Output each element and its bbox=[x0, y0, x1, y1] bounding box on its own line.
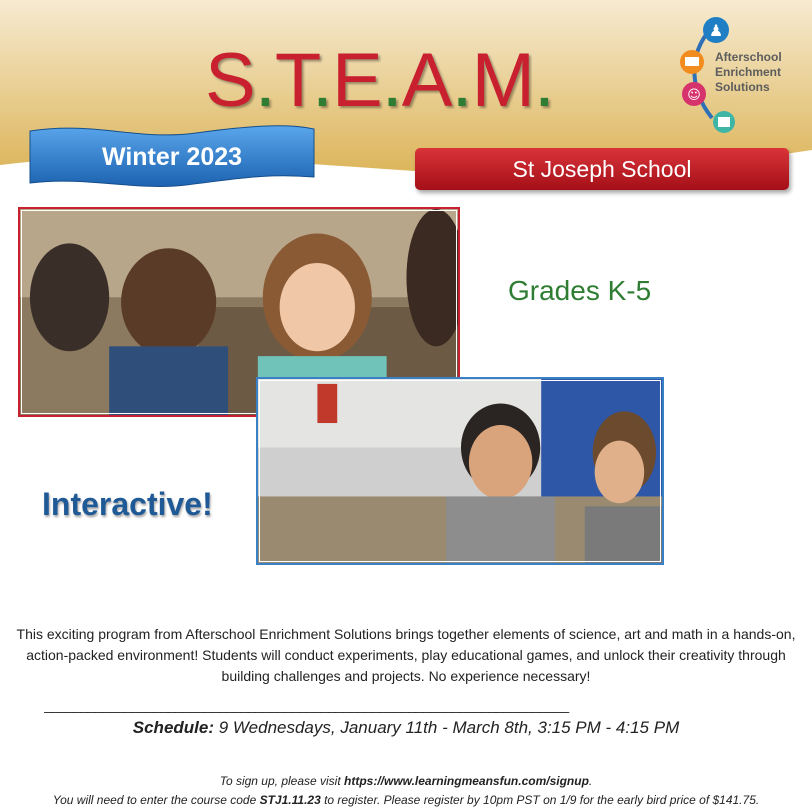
steam-title: S.T.E.A.M. bbox=[205, 38, 555, 123]
program-description: This exciting program from Afterschool Enrichment Solutions brings together elements of science, art and math in a hands-on, action-packed environment! Students will conduct experiments, play educational games, and unlock their creativity through building challenges and projects. No experience necessary! bbox=[16, 626, 796, 684]
grades-label: Grades K-5 bbox=[508, 275, 652, 306]
signup-link[interactable]: https://www.learningmeansfun.com/signup bbox=[344, 774, 589, 788]
logo-wordmark: Afterschool Enrichment Solutions bbox=[715, 50, 782, 94]
school-badge: St Joseph School bbox=[415, 148, 789, 190]
course-code: STJ1.11.23 bbox=[259, 793, 321, 807]
divider-line: ________________________________________________________________________ bbox=[44, 697, 569, 713]
students-photo-2 bbox=[256, 377, 664, 565]
svg-text:☺: ☺ bbox=[687, 88, 701, 103]
interactive-label: Interactive! bbox=[42, 486, 213, 522]
signup-info: To sign up, please visit https://www.learningmeansfun.com/signup. You will need to enter the course code STJ1.11.23 to register. Please register by 10pm PST on 1/9 for the early bird price of $141.75. bbox=[52, 774, 760, 807]
svg-text:♟: ♟ bbox=[708, 21, 724, 40]
schedule-line: Schedule: 9 Wednesdays, January 11th - March 8th, 3:15 PM - 4:15 PM bbox=[132, 718, 680, 737]
season-label: Winter 2023 bbox=[101, 143, 243, 171]
